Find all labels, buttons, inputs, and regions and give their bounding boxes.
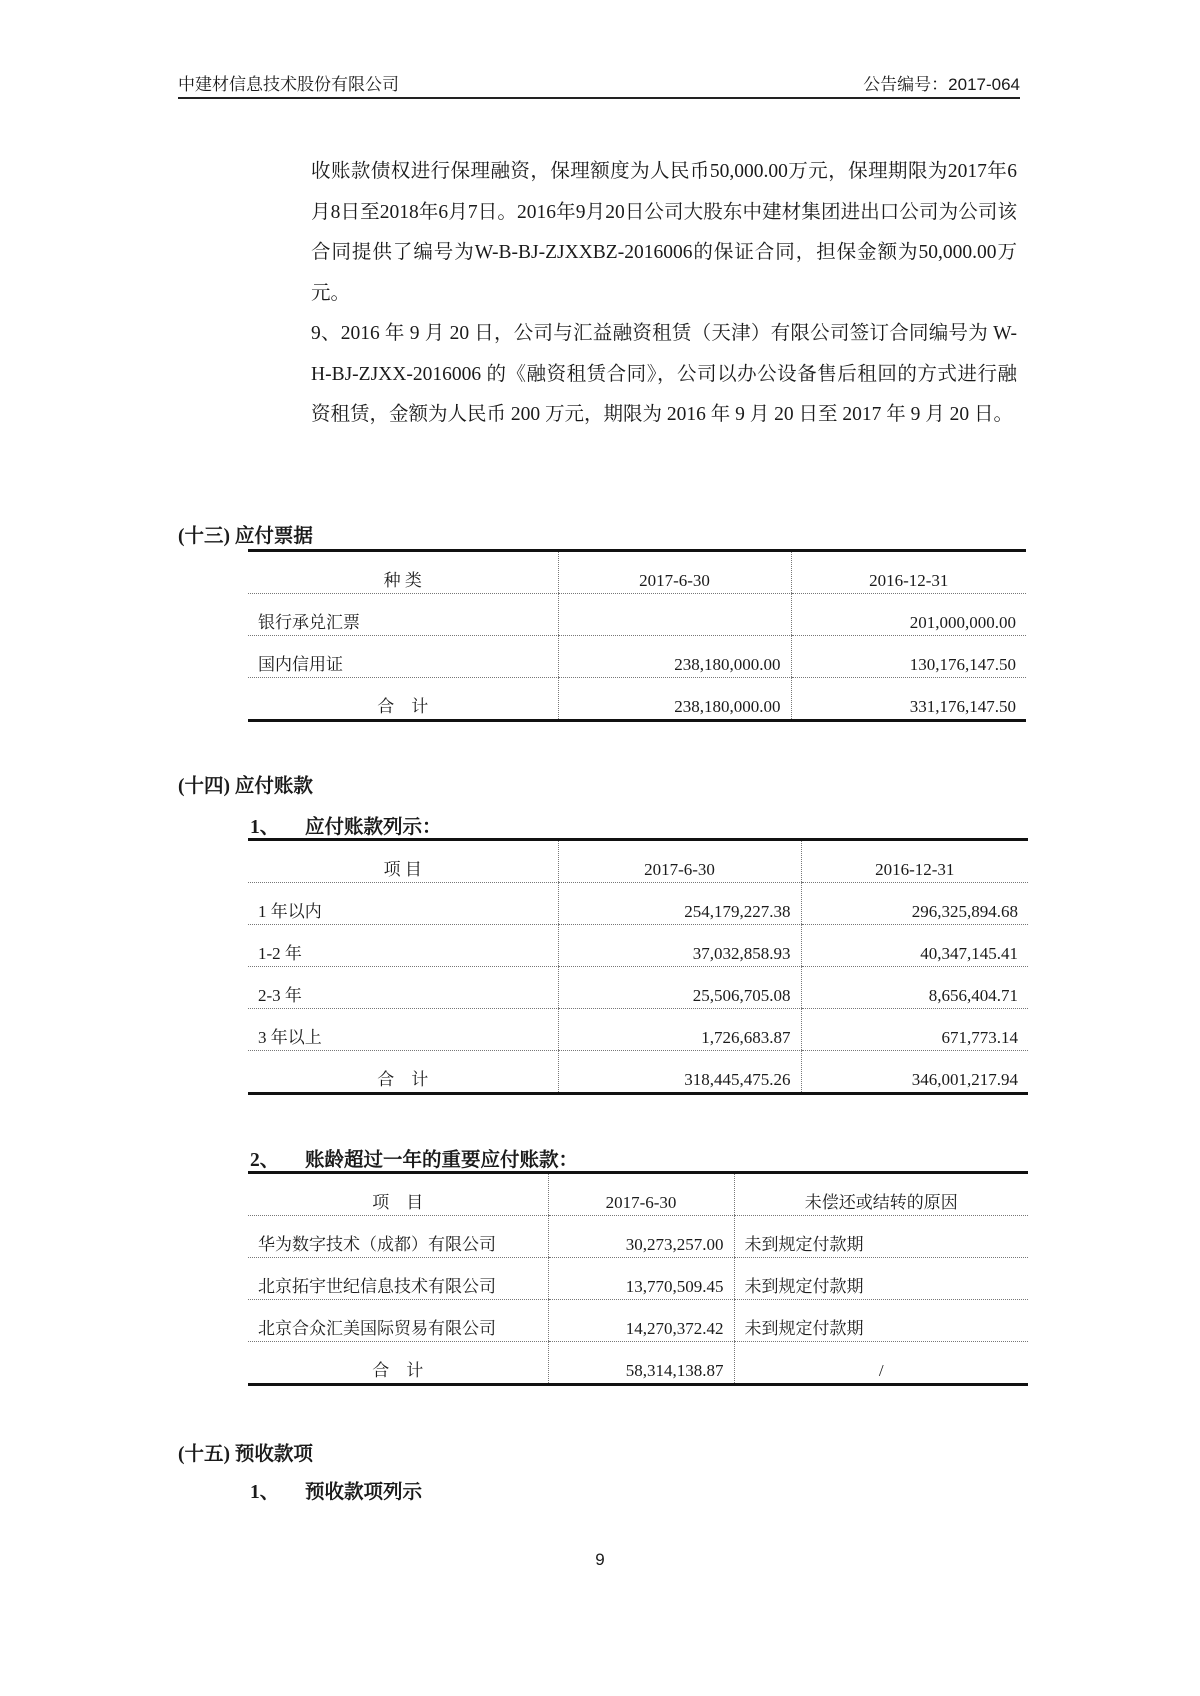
subsection-label: 账龄超过一年的重要应付账款： xyxy=(305,1150,579,1171)
table-row xyxy=(248,925,1028,967)
header-company: 中建材信息技术股份有限公司 xyxy=(178,75,399,94)
cell: 华为数字技术（成都）有限公司 xyxy=(248,1216,548,1258)
cell: 合 计 xyxy=(377,697,429,716)
cell: 未到规定付款期 xyxy=(734,1216,1028,1258)
subsection-label: 应付账款列示： xyxy=(305,817,442,838)
header-cell: 2016-12-31 xyxy=(801,840,1028,883)
table-header-row xyxy=(248,551,1026,594)
cell: 254,179,227.38 xyxy=(558,883,801,925)
cell: 331,176,147.50 xyxy=(791,678,1026,721)
header-cell: 种 类 xyxy=(248,551,558,594)
subsection-number: 2、 xyxy=(250,1150,280,1171)
total-row xyxy=(248,1342,1028,1385)
cell: 1,726,683.87 xyxy=(558,1009,801,1051)
aged-payables-table xyxy=(248,1171,1028,1386)
section-title-notes-payable: (十三) 应付票据 xyxy=(178,526,313,547)
cell: 合 计 xyxy=(377,1070,429,1089)
cell: 130,176,147.50 xyxy=(791,636,1026,678)
header-notice-number: 公告编号：2017-064 xyxy=(863,75,1020,94)
subsection-title xyxy=(250,811,442,839)
table-row xyxy=(248,594,1026,636)
section-title-accounts-payable: (十四) 应付账款 xyxy=(178,776,313,797)
table-header-row xyxy=(248,1173,1028,1216)
cell xyxy=(558,594,791,636)
table-row xyxy=(248,883,1028,925)
cell: 238,180,000.00 xyxy=(558,678,791,721)
table-row xyxy=(248,967,1028,1009)
cell: 1 年以内 xyxy=(248,883,558,925)
subsection-title xyxy=(250,1144,578,1172)
cell: 346,001,217.94 xyxy=(801,1051,1028,1094)
header-cell: 2017-6-30 xyxy=(558,551,791,594)
cell: 296,325,894.68 xyxy=(801,883,1028,925)
table-row xyxy=(248,1300,1028,1342)
subsection-title xyxy=(250,1476,422,1504)
accounts-payable-table xyxy=(248,838,1028,1095)
header-cell: 2017-6-30 xyxy=(548,1173,734,1216)
header-cell: 2016-12-31 xyxy=(791,551,1026,594)
table-header-row xyxy=(248,840,1028,883)
paragraph-leasing: 9、2016 年 9 月 20 日，公司与汇益融资租赁（天津）有限公司签订合同编号为 W-H-BJ-ZJXX-2016006 的《融资租赁合同》，公司以办公设备售后租回的方式进行融资租赁，金额为人民币 200 万元，期限为 2016 年 9 月 20 日至 2017 年 9 月 20 日。 xyxy=(311,323,1017,425)
cell: 58,314,138.87 xyxy=(548,1342,734,1385)
cell: 201,000,000.00 xyxy=(791,594,1026,636)
header-cell: 项 目 xyxy=(248,1173,548,1216)
cell: 未到规定付款期 xyxy=(734,1258,1028,1300)
cell: 40,347,145.41 xyxy=(801,925,1028,967)
cell: 318,445,475.26 xyxy=(558,1051,801,1094)
cell: / xyxy=(734,1342,1028,1385)
table-row xyxy=(248,1258,1028,1300)
cell: 北京合众汇美国际贸易有限公司 xyxy=(248,1300,548,1342)
cell: 合 计 xyxy=(372,1361,424,1380)
cell: 37,032,858.93 xyxy=(558,925,801,967)
cell: 国内信用证 xyxy=(248,636,558,678)
notes-payable-table xyxy=(248,549,1026,722)
table-row xyxy=(248,1216,1028,1258)
cell: 671,773.14 xyxy=(801,1009,1028,1051)
cell: 北京拓宇世纪信息技术有限公司 xyxy=(248,1258,548,1300)
cell: 1-2 年 xyxy=(248,925,558,967)
header-divider xyxy=(178,97,1020,99)
page-number: 9 xyxy=(595,1550,605,1569)
table-row xyxy=(248,636,1026,678)
header-cell: 2017-6-30 xyxy=(558,840,801,883)
cell: 13,770,509.45 xyxy=(548,1258,734,1300)
cell: 8,656,404.71 xyxy=(801,967,1028,1009)
cell: 银行承兑汇票 xyxy=(248,594,558,636)
table-row xyxy=(248,1009,1028,1051)
cell: 238,180,000.00 xyxy=(558,636,791,678)
cell: 25,506,705.08 xyxy=(558,967,801,1009)
subsection-label: 预收款项列示 xyxy=(305,1482,423,1503)
cell: 未到规定付款期 xyxy=(734,1300,1028,1342)
section-title-advance-receipts: (十五) 预收款项 xyxy=(178,1444,313,1465)
cell: 2-3 年 xyxy=(248,967,558,1009)
header-cell: 项 目 xyxy=(248,840,558,883)
cell: 14,270,372.42 xyxy=(548,1300,734,1342)
subsection-number: 1、 xyxy=(250,817,280,838)
paragraph-factoring: 收账款债权进行保理融资，保理额度为人民币50,000.00万元，保理期限为2017年6月8日至2018年6月7日。2016年9月20日公司大股东中建材集团进出口公司为公司该合同提供了编号为W-B-BJ-ZJXXBZ-2016006的保证合同，担保金额为50,000.00万元。 xyxy=(311,161,1017,304)
subsection-number: 1、 xyxy=(250,1482,280,1503)
header-cell: 未偿还或结转的原因 xyxy=(734,1173,1028,1216)
total-row xyxy=(248,1051,1028,1094)
total-row xyxy=(248,678,1026,721)
cell: 3 年以上 xyxy=(248,1009,558,1051)
cell: 30,273,257.00 xyxy=(548,1216,734,1258)
